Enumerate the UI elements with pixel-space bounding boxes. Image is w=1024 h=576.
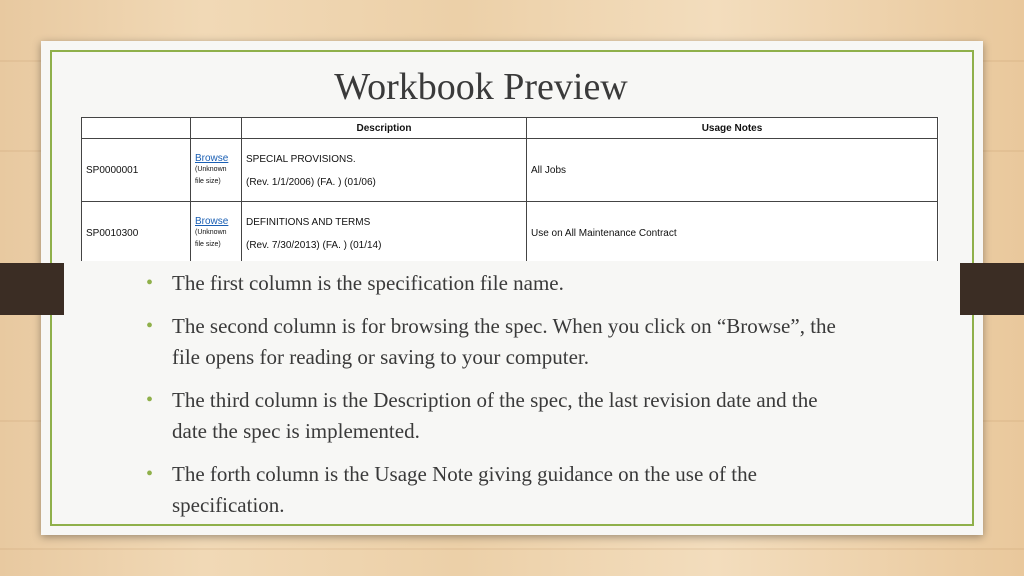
table-row [82, 202, 938, 262]
browse-cell [191, 202, 242, 262]
bullet-text: The forth column is the Usage Note giving guidance on the use of the specification. [172, 462, 757, 517]
decorative-band-left [0, 263, 64, 315]
browse-cell [191, 139, 242, 202]
header-usage-notes: Usage Notes [527, 118, 938, 139]
bullet-icon: • [146, 463, 154, 485]
spec-name-cell: SP0000001 [82, 139, 191, 202]
description-revision: (Rev. 7/30/2013) (FA. ) (01/14) [246, 240, 382, 251]
header-spec [82, 118, 191, 139]
description-cell [242, 139, 527, 202]
table-screenshot [81, 117, 939, 261]
bullet-item [146, 311, 846, 373]
header-description: Description [242, 118, 527, 139]
header-browse [191, 118, 242, 139]
table-header-row [82, 118, 938, 139]
bullet-item [146, 459, 846, 521]
file-size-text: (Unknown file size) [195, 228, 227, 248]
browse-link[interactable]: Browse [195, 152, 229, 164]
file-size-text: (Unknown file size) [195, 165, 227, 185]
decorative-band-right [960, 263, 1024, 315]
spec-name-cell: SP0010300 [82, 202, 191, 262]
description-title: DEFINITIONS AND TERMS [246, 217, 371, 228]
description-cell [242, 202, 527, 262]
bullet-list [146, 268, 846, 533]
bullet-item [146, 385, 846, 447]
table-row [82, 139, 938, 202]
description-title: SPECIAL PROVISIONS. [246, 154, 356, 165]
slide-title: Workbook Preview [334, 66, 628, 108]
spec-table [81, 117, 938, 261]
bullet-icon: • [146, 272, 154, 294]
bullet-icon: • [146, 315, 154, 337]
bullet-item [146, 268, 846, 299]
bullet-text: The first column is the specification file name. [172, 271, 564, 295]
browse-link[interactable]: Browse [195, 215, 229, 227]
usage-notes-cell: Use on All Maintenance Contract [527, 202, 938, 262]
bullet-icon: • [146, 389, 154, 411]
usage-notes-cell: All Jobs [527, 139, 938, 202]
bullet-text: The second column is for browsing the spec. When you click on “Browse”, the file opens for reading or saving to your computer. [172, 314, 836, 369]
bullet-text: The third column is the Description of the spec, the last revision date and the date the spec is implemented. [172, 388, 818, 443]
description-revision: (Rev. 1/1/2006) (FA. ) (01/06) [246, 177, 376, 188]
